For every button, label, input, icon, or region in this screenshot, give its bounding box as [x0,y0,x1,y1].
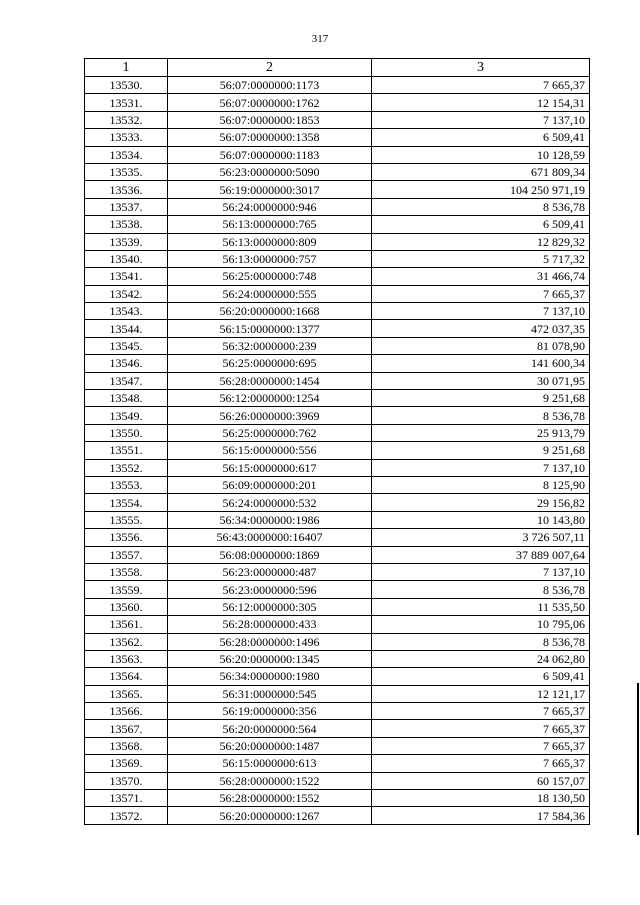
value-cell: 12 121,17 [372,685,590,702]
value-cell: 81 078,90 [372,337,590,354]
data-table [84,58,590,825]
row-number-cell: 13548. [85,390,168,407]
table-row [85,459,590,476]
value-cell: 7 137,10 [372,563,590,580]
cadastral-number-cell: 56:15:0000000:1377 [168,320,372,337]
value-cell: 30 071,95 [372,372,590,389]
row-number-cell: 13553. [85,476,168,493]
value-cell: 671 809,34 [372,163,590,180]
table-row [85,163,590,180]
row-number-cell: 13536. [85,181,168,198]
cadastral-number-cell: 56:24:0000000:555 [168,285,372,302]
value-cell: 8 536,78 [372,581,590,598]
cadastral-number-cell: 56:23:0000000:5090 [168,163,372,180]
table-row [85,268,590,285]
value-cell: 17 584,36 [372,807,590,824]
table-row [85,198,590,215]
row-number-cell: 13533. [85,129,168,146]
table-row [85,146,590,163]
value-cell: 9 251,68 [372,390,590,407]
row-number-cell: 13535. [85,163,168,180]
cadastral-number-cell: 56:32:0000000:239 [168,337,372,354]
table-row [85,355,590,372]
row-number-cell: 13559. [85,581,168,598]
cadastral-number-cell: 56:28:0000000:1496 [168,633,372,650]
cadastral-number-cell: 56:15:0000000:617 [168,459,372,476]
value-cell: 6 509,41 [372,668,590,685]
table-row [85,546,590,563]
value-cell: 7 137,10 [372,111,590,128]
table-row [85,424,590,441]
row-number-cell: 13539. [85,233,168,250]
table-row [85,755,590,772]
cadastral-number-cell: 56:34:0000000:1986 [168,511,372,528]
row-number-cell: 13554. [85,494,168,511]
row-number-cell: 13561. [85,616,168,633]
value-cell: 5 717,32 [372,250,590,267]
row-number-cell: 13532. [85,111,168,128]
value-cell: 7 137,10 [372,459,590,476]
row-number-cell: 13563. [85,650,168,667]
cadastral-number-cell: 56:34:0000000:1980 [168,668,372,685]
cadastral-number-cell: 56:25:0000000:748 [168,268,372,285]
row-number-cell: 13556. [85,529,168,546]
cadastral-number-cell: 56:28:0000000:433 [168,616,372,633]
value-cell: 29 156,82 [372,494,590,511]
value-cell: 18 130,50 [372,790,590,807]
value-cell: 7 665,37 [372,703,590,720]
value-cell: 8 536,78 [372,407,590,424]
table-row [85,390,590,407]
table-row [85,285,590,302]
row-number-cell: 13562. [85,633,168,650]
page-number: 317 [311,33,329,45]
table-row [85,668,590,685]
cadastral-number-cell: 56:08:0000000:1869 [168,546,372,563]
table-body [85,77,590,825]
cadastral-number-cell: 56:15:0000000:613 [168,755,372,772]
row-number-cell: 13540. [85,250,168,267]
cadastral-number-cell: 56:19:0000000:3017 [168,181,372,198]
cadastral-number-cell: 56:28:0000000:1454 [168,372,372,389]
table-row [85,372,590,389]
table-row [85,320,590,337]
cadastral-number-cell: 56:07:0000000:1358 [168,129,372,146]
table-row [85,216,590,233]
row-number-cell: 13569. [85,755,168,772]
value-cell: 12 829,32 [372,233,590,250]
row-number-cell: 13568. [85,737,168,754]
value-cell: 6 509,41 [372,216,590,233]
value-cell: 104 250 971,19 [372,181,590,198]
value-cell: 7 665,37 [372,77,590,94]
edge-mark [637,683,639,835]
table-row [85,442,590,459]
column-header-3: 3 [372,59,590,77]
table-row [85,94,590,111]
table-row [85,581,590,598]
value-cell: 10 128,59 [372,146,590,163]
value-cell: 11 535,50 [372,598,590,615]
cadastral-number-cell: 56:24:0000000:532 [168,494,372,511]
table-row [85,233,590,250]
cadastral-number-cell: 56:43:0000000:16407 [168,529,372,546]
row-number-cell: 13543. [85,303,168,320]
row-number-cell: 13545. [85,337,168,354]
value-cell: 10 795,06 [372,616,590,633]
table-row [85,337,590,354]
cadastral-number-cell: 56:07:0000000:1853 [168,111,372,128]
table-row [85,737,590,754]
cadastral-number-cell: 56:20:0000000:1267 [168,807,372,824]
value-cell: 12 154,31 [372,94,590,111]
table-row [85,598,590,615]
row-number-cell: 13570. [85,772,168,789]
cadastral-number-cell: 56:20:0000000:1668 [168,303,372,320]
table-row [85,616,590,633]
cadastral-number-cell: 56:25:0000000:695 [168,355,372,372]
cadastral-number-cell: 56:07:0000000:1173 [168,77,372,94]
cadastral-number-cell: 56:26:0000000:3969 [168,407,372,424]
cadastral-number-cell: 56:31:0000000:545 [168,685,372,702]
table-row [85,529,590,546]
table-row [85,111,590,128]
table-row [85,494,590,511]
cadastral-number-cell: 56:24:0000000:946 [168,198,372,215]
table-row [85,633,590,650]
value-cell: 60 157,07 [372,772,590,789]
row-number-cell: 13551. [85,442,168,459]
value-cell: 25 913,79 [372,424,590,441]
cadastral-number-cell: 56:25:0000000:762 [168,424,372,441]
row-number-cell: 13541. [85,268,168,285]
row-number-cell: 13537. [85,198,168,215]
row-number-cell: 13552. [85,459,168,476]
row-number-cell: 13546. [85,355,168,372]
table-row [85,407,590,424]
row-number-cell: 13557. [85,546,168,563]
value-cell: 24 062,80 [372,650,590,667]
row-number-cell: 13555. [85,511,168,528]
column-header-1: 1 [85,59,168,77]
value-cell: 8 536,78 [372,198,590,215]
value-cell: 7 665,37 [372,755,590,772]
table-row [85,563,590,580]
value-cell: 8 125,90 [372,476,590,493]
row-number-cell: 13571. [85,790,168,807]
value-cell: 6 509,41 [372,129,590,146]
cadastral-number-cell: 56:28:0000000:1552 [168,790,372,807]
value-cell: 7 665,37 [372,737,590,754]
cadastral-number-cell: 56:13:0000000:809 [168,233,372,250]
table-row [85,807,590,824]
cadastral-number-cell: 56:20:0000000:1345 [168,650,372,667]
table-row [85,685,590,702]
value-cell: 31 466,74 [372,268,590,285]
table-row [85,772,590,789]
value-cell: 7 137,10 [372,303,590,320]
row-number-cell: 13564. [85,668,168,685]
row-number-cell: 13542. [85,285,168,302]
row-number-cell: 13567. [85,720,168,737]
cadastral-number-cell: 56:28:0000000:1522 [168,772,372,789]
value-cell: 3 726 507,11 [372,529,590,546]
value-cell: 7 665,37 [372,720,590,737]
cadastral-number-cell: 56:07:0000000:1762 [168,94,372,111]
table-row [85,250,590,267]
row-number-cell: 13544. [85,320,168,337]
table-row [85,703,590,720]
table-row [85,790,590,807]
row-number-cell: 13560. [85,598,168,615]
table-row [85,650,590,667]
value-cell: 9 251,68 [372,442,590,459]
cadastral-number-cell: 56:23:0000000:596 [168,581,372,598]
table-header [85,59,590,77]
table-row [85,129,590,146]
row-number-cell: 13534. [85,146,168,163]
cadastral-number-cell: 56:15:0000000:556 [168,442,372,459]
table-row [85,720,590,737]
value-cell: 8 536,78 [372,633,590,650]
value-cell: 37 889 007,64 [372,546,590,563]
cadastral-number-cell: 56:12:0000000:1254 [168,390,372,407]
row-number-cell: 13538. [85,216,168,233]
table-row [85,181,590,198]
table-row [85,511,590,528]
value-cell: 7 665,37 [372,285,590,302]
cadastral-number-cell: 56:12:0000000:305 [168,598,372,615]
value-cell: 10 143,80 [372,511,590,528]
row-number-cell: 13572. [85,807,168,824]
column-header-2: 2 [168,59,372,77]
row-number-cell: 13531. [85,94,168,111]
cadastral-number-cell: 56:20:0000000:564 [168,720,372,737]
row-number-cell: 13550. [85,424,168,441]
row-number-cell: 13549. [85,407,168,424]
row-number-cell: 13566. [85,703,168,720]
cadastral-number-cell: 56:23:0000000:487 [168,563,372,580]
cadastral-number-cell: 56:13:0000000:765 [168,216,372,233]
cadastral-number-cell: 56:07:0000000:1183 [168,146,372,163]
header-row [85,59,590,77]
table-row [85,77,590,94]
row-number-cell: 13547. [85,372,168,389]
table-row [85,303,590,320]
row-number-cell: 13558. [85,563,168,580]
value-cell: 472 037,35 [372,320,590,337]
cadastral-number-cell: 56:19:0000000:356 [168,703,372,720]
cadastral-number-cell: 56:13:0000000:757 [168,250,372,267]
value-cell: 141 600,34 [372,355,590,372]
table-row [85,476,590,493]
cadastral-number-cell: 56:20:0000000:1487 [168,737,372,754]
row-number-cell: 13565. [85,685,168,702]
cadastral-number-cell: 56:09:0000000:201 [168,476,372,493]
row-number-cell: 13530. [85,77,168,94]
